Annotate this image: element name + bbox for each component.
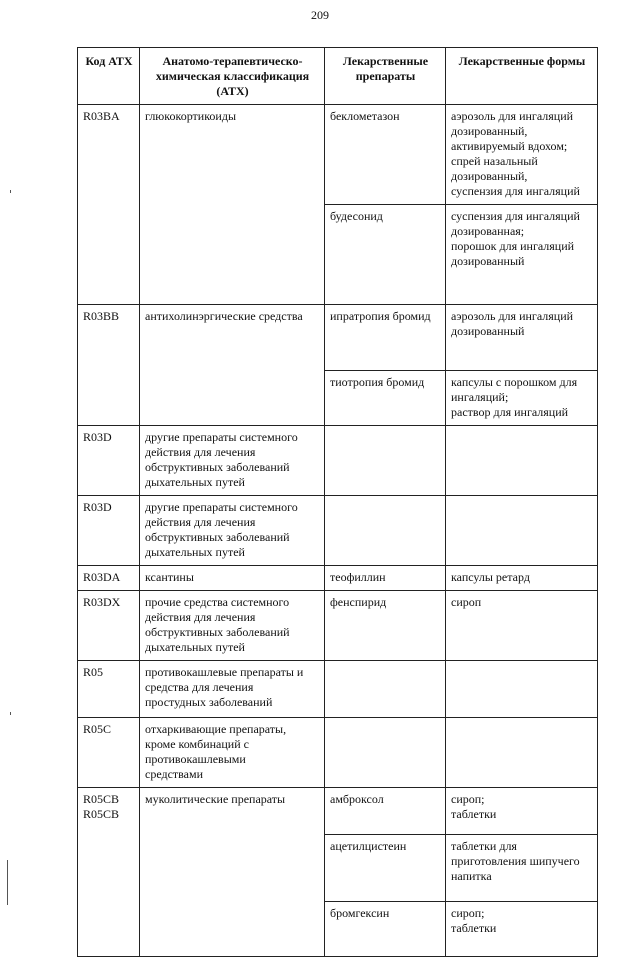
atx-code-cell: R03D	[78, 426, 140, 496]
dosage-forms-cell	[446, 426, 598, 496]
table-body	[78, 105, 598, 957]
dosage-forms-cell: сироп; таблетки	[446, 902, 598, 957]
atx-code-cell: R05CB R05CB	[78, 788, 140, 957]
atx-code-cell: R03BB	[78, 305, 140, 426]
drug-cell: ацетилцистеин	[325, 835, 446, 902]
drug-cell: ипратропия бромид	[325, 305, 446, 371]
drug-cell	[325, 718, 446, 788]
table-row	[78, 661, 598, 718]
drug-cell: бромгексин	[325, 902, 446, 957]
atx-code-cell: R05C	[78, 718, 140, 788]
dosage-forms-cell: сироп; таблетки	[446, 788, 598, 835]
drug-cell: будесонид	[325, 205, 446, 305]
atx-class-cell: муколитические препараты	[140, 788, 325, 957]
atx-class-cell: другие препараты системного действия для лечения обструктивных заболеваний дыхательных путей	[140, 496, 325, 566]
dosage-forms-cell: суспензия для ингаляций дозированная; порошок для ингаляций дозированный	[446, 205, 598, 305]
table-row	[78, 496, 598, 566]
dosage-forms-cell: аэрозоль для ингаляций дозированный, активируемый вдохом; спрей назальный дозированный, суспензия для ингаляций	[446, 105, 598, 205]
atx-class-cell: другие препараты системного действия для лечения обструктивных заболеваний дыхательных путей	[140, 426, 325, 496]
drug-cell: фенспирид	[325, 591, 446, 661]
table-row	[78, 591, 598, 661]
atx-code-cell: R05	[78, 661, 140, 718]
atx-code-cell: R03BA	[78, 105, 140, 305]
dosage-forms-cell: сироп	[446, 591, 598, 661]
drug-cell: амброксол	[325, 788, 446, 835]
drug-cell	[325, 426, 446, 496]
drug-cell: теофиллин	[325, 566, 446, 591]
header-drugs: Лекарственные препараты	[325, 48, 446, 105]
table-row	[78, 426, 598, 496]
atx-class-cell: прочие средства системного действия для лечения обструктивных заболеваний дыхательных путей	[140, 591, 325, 661]
dosage-forms-cell	[446, 661, 598, 718]
table-header-row	[78, 48, 598, 105]
page-number: 209	[311, 8, 329, 22]
atx-class-cell: антихолинэргические средства	[140, 305, 325, 426]
atx-code-cell: R03DA	[78, 566, 140, 591]
drug-cell: тиотропия бромид	[325, 371, 446, 426]
atx-class-cell: противокашлевые препараты и средства для лечения простудных заболеваний	[140, 661, 325, 718]
dosage-forms-cell: капсулы с порошком для ингаляций; раствор для ингаляций	[446, 371, 598, 426]
drug-cell	[325, 661, 446, 718]
header-classification: Анатомо-терапевтическо-химическая классификация (АТХ)	[140, 48, 325, 105]
scan-mark	[10, 190, 11, 193]
drug-cell	[325, 496, 446, 566]
table-row	[78, 305, 598, 371]
header-forms: Лекарственные формы	[446, 48, 598, 105]
atx-class-cell: отхаркивающие препараты, кроме комбинаций с противокашлевыми средствами	[140, 718, 325, 788]
dosage-forms-cell: капсулы ретард	[446, 566, 598, 591]
scan-mark	[10, 712, 11, 715]
atx-table	[77, 47, 598, 957]
drug-cell: беклометазон	[325, 105, 446, 205]
atx-code-cell: R03DX	[78, 591, 140, 661]
table-row	[78, 788, 598, 835]
atx-class-cell: глюкокортикоиды	[140, 105, 325, 305]
header-code: Код АТХ	[78, 48, 140, 105]
dosage-forms-cell	[446, 496, 598, 566]
dosage-forms-cell	[446, 718, 598, 788]
dosage-forms-cell: аэрозоль для ингаляций дозированный	[446, 305, 598, 371]
table-row	[78, 566, 598, 591]
atx-class-cell: ксантины	[140, 566, 325, 591]
atx-code-cell: R03D	[78, 496, 140, 566]
scan-mark	[7, 860, 8, 905]
dosage-forms-cell: таблетки для приготовления шипучего напитка	[446, 835, 598, 902]
table-row	[78, 105, 598, 205]
table-row	[78, 718, 598, 788]
